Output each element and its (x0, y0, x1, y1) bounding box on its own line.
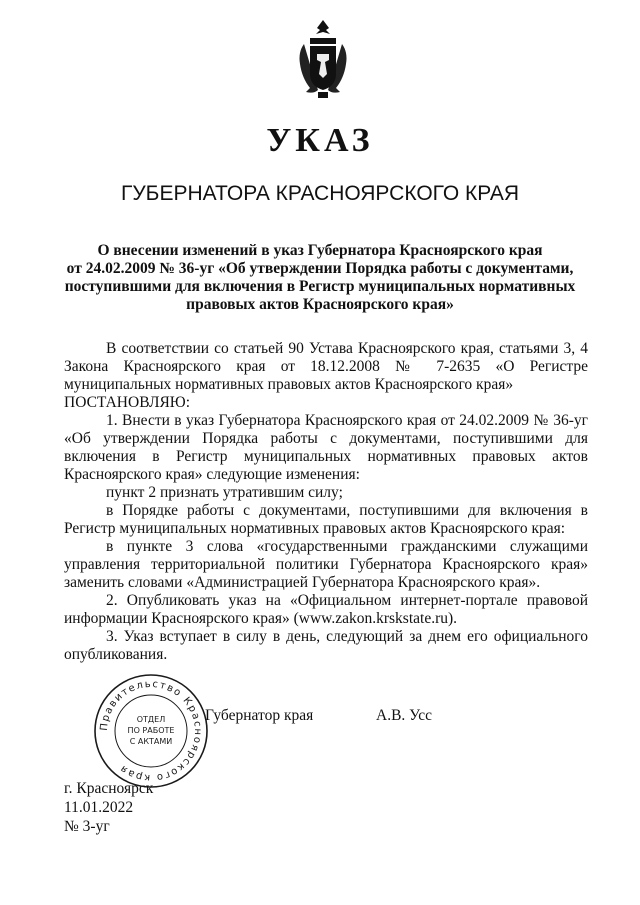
document-body (64, 340, 588, 664)
official-stamp-icon (92, 672, 210, 790)
coat-of-arms-icon (296, 18, 350, 100)
heading-line: правовых актов Красноярского края» (186, 296, 454, 313)
heading-line: от 24.02.2009 № 36-уг «Об утверждении Порядка работы с документами, (66, 260, 574, 277)
heading-line: О внесении изменений в указ Губернатора Красноярского края (97, 242, 543, 259)
svg-text:Правительство Красноярского кр: Правительство Красноярского края (98, 678, 204, 784)
body-paragraph: В соответствии со статьей 90 Устава Красноярского края, статьями 3, 4 Закона Красноярского края от 18.12.2008 № 7-2635 «О Регистре муниципальных нормативных правовых актов Красноярского края» (64, 340, 588, 393)
body-paragraph: 3. Указ вступает в силу в день, следующий за днем его официального опубликования. (64, 628, 588, 663)
body-paragraph: пункт 2 признать утратившим силу; (106, 484, 343, 501)
body-paragraph: в Порядке работы с документами, поступившими для включения в Регистр муниципальных нормативных правовых актов Красноярского края: (64, 502, 588, 537)
signature-position: Губернатор края (205, 707, 314, 724)
svg-text:ОТДЕЛ: ОТДЕЛ (136, 715, 166, 724)
document-heading (60, 242, 580, 314)
signature-name: А.В. Усс (376, 707, 433, 724)
footer-number: № 3-уг (64, 818, 110, 835)
body-paragraph: 1. Внести в указ Губернатора Красноярского края от 24.02.2009 № 36-уг «Об утверждении Порядка работы с документами, поступившими для включения в Регистр муниципальных нормативных правовых актов Красноярского края» следующие изменения: (64, 412, 588, 483)
footer-city: г. Красноярск (64, 780, 154, 797)
body-paragraph: 2. Опубликовать указ на «Официальном интернет-портале правовой информации Красноярского края» (www.zakon.krskstate.ru). (64, 592, 588, 627)
document-footer (64, 779, 153, 836)
svg-text:С АКТАМИ: С АКТАМИ (129, 737, 173, 746)
document-title: УКАЗ (266, 122, 374, 159)
document-subtitle: ГУБЕРНАТОРА КРАСНОЯРСКОГО КРАЯ (120, 182, 520, 205)
footer-date: 11.01.2022 (64, 799, 134, 816)
body-paragraph: в пункте 3 слова «государственными гражданскими служащими управления территориальной политики Губернатора Красноярского края» заменить словами «Администрацией Губернатора Красноярского края». (64, 538, 588, 591)
heading-line: поступившими для включения в Регистр муниципальных нормативных (64, 278, 576, 295)
svg-text:ПО РАБОТЕ: ПО РАБОТЕ (127, 726, 175, 735)
decree-word: ПОСТАНОВЛЯЮ: (64, 394, 191, 411)
